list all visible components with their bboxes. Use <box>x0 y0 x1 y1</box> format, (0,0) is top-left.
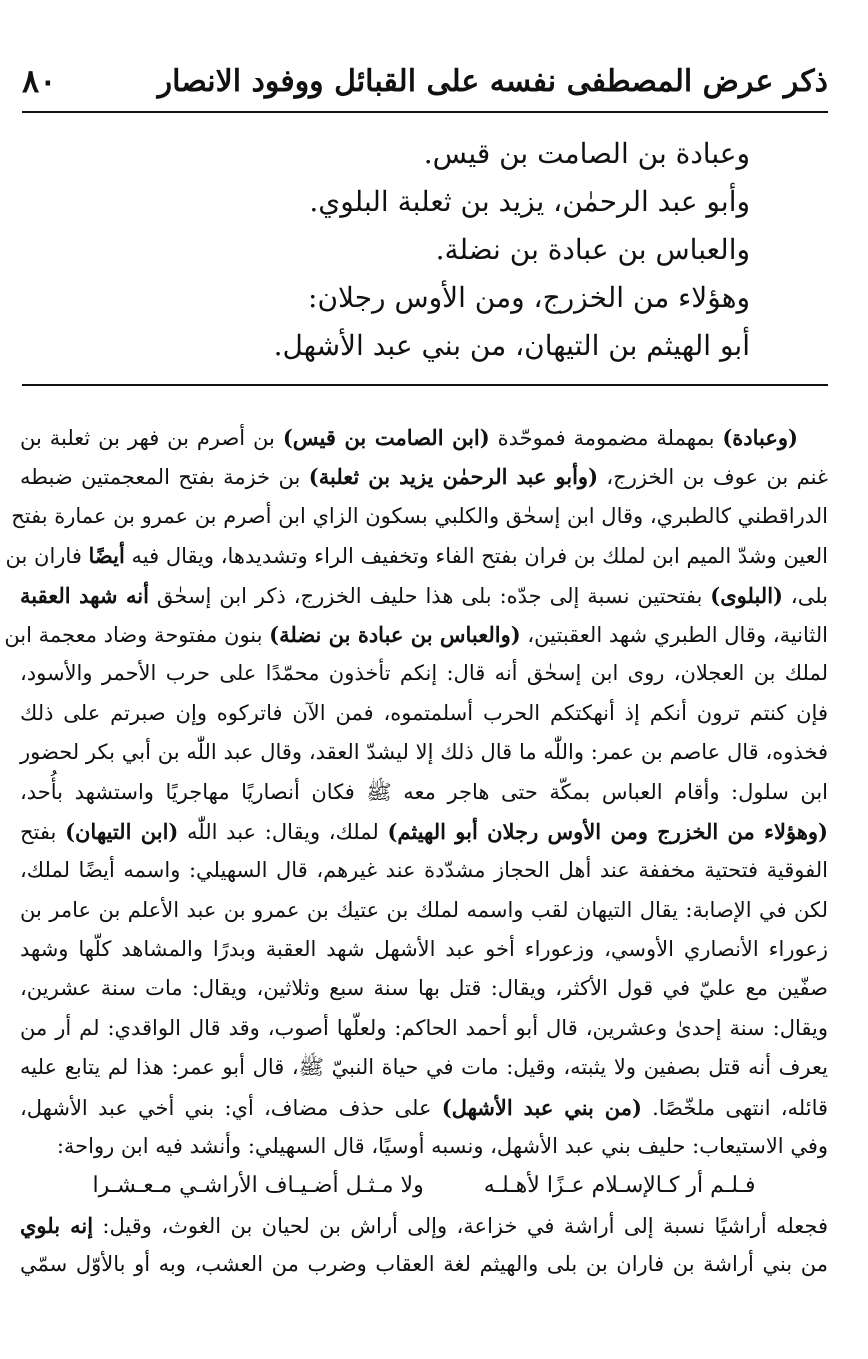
header-rule <box>22 111 828 113</box>
main-text-line: أبو الهيثم بن التيهان، من بني عبد الأشهل. <box>273 329 750 362</box>
poem-verse <box>20 1166 828 1205</box>
commentary-line: الثانية، وقال الطبري شهد العقبتين، (والعباس بن عبادة بن نضلة) بنون مفتوحة وضاد معجمة ابن <box>4 621 828 647</box>
commentary-line: يعرف أنه قتل بصفين ولا يثبته، وقيل: مات في حياة النبيّ ﷺ، قال أبو عمر: هذا لم يتابع عليه <box>20 1055 828 1080</box>
commentary-line: فخذوه، قال عاصم بن عمر: واللّٰه ما قال ذلك إلا ليشدّ العقد، وقال عبد اللّٰه بن أبي بكر لحضور <box>20 740 828 765</box>
poem-hemistich-first: فـلـم أر كـالإسـلام عـزًا لأهـلـه <box>483 1173 756 1199</box>
main-text <box>70 130 750 370</box>
commentary-line: الدراقطني كالطبري، وقال ابن إسحٰق والكلبي بسكون الزاي ابن أصرم بن عمرو بن عمارة بفتح <box>11 503 828 528</box>
main-text-line: وهؤلاء من الخزرج، ومن الأوس رجلان: <box>308 281 750 314</box>
commentary-line: صفّين مع عليّ في قول الأكثر، ويقال: قتل بها سنة سبع وثلاثين، ويقال: مات سنة عشرين، <box>20 976 828 1001</box>
page-header <box>22 54 828 108</box>
commentary-line: من بني أراشة بن فاران بن بلى والهيثم لغة العقاب وضرب من العشب، وبه أو بالأوّل سمّي <box>20 1252 828 1277</box>
commentary-line: بلى، (البلوى) بفتحتين نسبة إلى جدّه: بلى هذا حليف الخزرج، ذكر ابن إسحٰق أنه شهد العقبة <box>20 582 828 608</box>
main-text-line: والعباس بن عبادة بن نضلة. <box>435 233 750 266</box>
commentary-line: غنم بن عوف بن الخزرج، (وأبو عبد الرحمٰن يزيد بن ثعلبة) بن خزمة بفتح المعجمتين ضبطه <box>20 464 828 490</box>
commentary <box>4 418 828 1285</box>
commentary-line: فجعله أراشيًا نسبة إلى أراشة في خزاعة، وإلى أراش بن لحيان بن الغوث، وقيل: إنه بلوي <box>20 1212 828 1238</box>
commentary-separator <box>22 384 828 386</box>
page-number: ٨٠ <box>22 62 57 100</box>
poem-hemistich-second: ولا مـثـل أضـيـاف الأراشـي مـعـشـرا <box>92 1173 424 1199</box>
main-text-line: وأبو عبد الرحمٰن، يزيد بن ثعلبة البلوي. <box>309 185 750 218</box>
commentary-line: (وعبادة) بمهملة مضمومة فموحّدة (ابن الصامت بن قيس) بن أصرم بن فهر بن ثعلبة بن <box>20 425 798 450</box>
main-text-line: وعبادة بن الصامت بن قيس. <box>423 137 750 170</box>
running-title: ذكر عرض المصطفى نفسه على القبائل ووفود الانصار <box>157 63 828 99</box>
commentary-line: ويقال: سنة إحدىٰ وعشرين، قال أبو أحمد الحاكم: ولعلّها أصوب، وقد قال الواقدي: لم أر من <box>20 1015 828 1040</box>
commentary-line: قائله، انتهى ملخّصًا. (من بني عبد الأشهل) على حذف مضاف، أي: بني أخي عبد الأشهل، <box>20 1094 828 1120</box>
commentary-line: لكن في الإصابة: يقال التيهان لقب واسمه لملك بن عتيك بن عمرو بن عبد الأعلم بن عامر بن <box>20 897 828 922</box>
commentary-line: وفي الاستيعاب: حليف بني عبد الأشهل، ونسبه أوسيًا، قال السهيلي: وأنشد فيه ابن رواحة: <box>56 1134 828 1159</box>
commentary-line: الفوقية فتحتية مخففة عند أهل الحجاز مشدّدة عند غيرهم، قال السهيلي: واسمه أيضًا لملك، <box>20 858 828 883</box>
commentary-line: لملك بن العجلان، روى ابن إسحٰق أنه قال: إنكم تأخذون محمّدًا على حرب الأحمر والأسود، <box>20 661 828 686</box>
commentary-line: زعوراء الأنصاري الأوسي، وزعوراء أخو عبد الأشهل شهد العقبة وبدرًا والمشاهد كلّها وشهد <box>20 937 828 962</box>
commentary-line: فإن كنتم ترون أنكم إذ أنهكتكم الحرب أسلمتموه، فمن الآن فاتركوه وإن صبرتم على ذلك <box>20 700 828 725</box>
commentary-line: (وهؤلاء من الخزرج ومن الأوس رجلان أبو الهيثم) لملك، ويقال: عبد اللّٰه (ابن التيهان) بفتح <box>20 818 828 844</box>
commentary-line: ابن سلول: وأقام العباس بمكّة حتى هاجر معه ﷺ فكان أنصاريًا مهاجريًا واستشهد بأُحد، <box>20 779 828 804</box>
commentary-line: العين وشدّ الميم ابن لملك بن فران بفتح الفاء وتخفيف الراء وتشديدها، ويقال فيه أيضًا فاران بن <box>5 543 828 569</box>
